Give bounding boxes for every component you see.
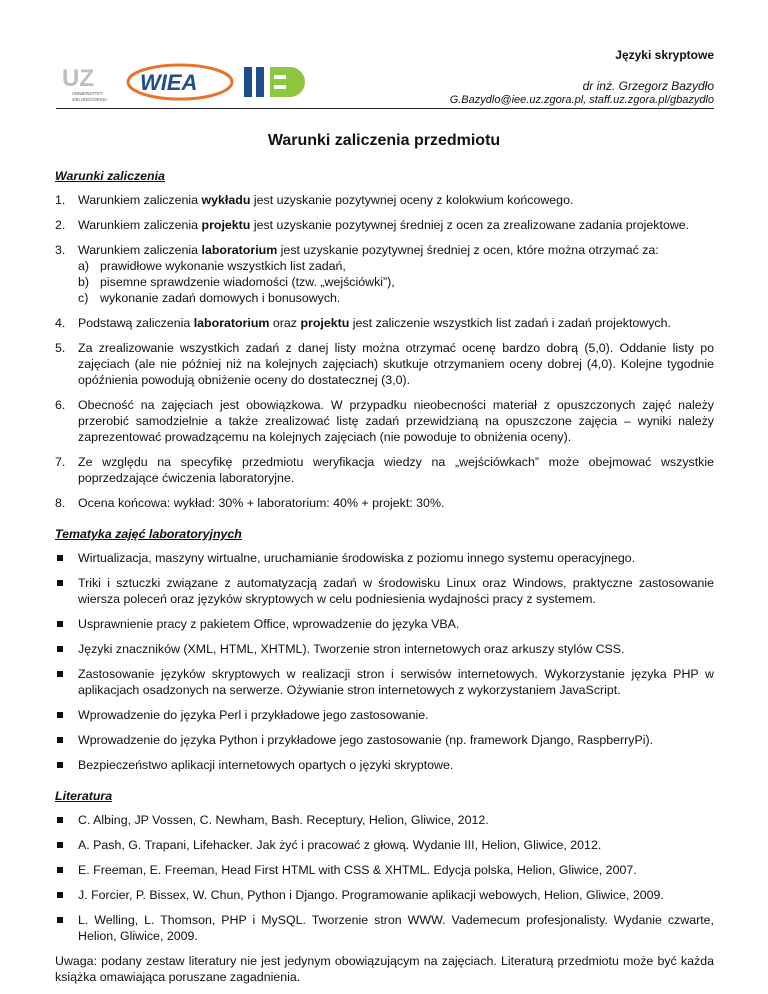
list-item: 2. Warunkiem zaliczenia projektu jest uzyskanie pozytywnej średniej z ocen za zrealizowane zadania projektowe.: [55, 218, 690, 232]
uz-logo: [60, 60, 118, 104]
sub-list-item: a) prawidłowe wykonanie wszystkich list zadań,: [78, 259, 346, 273]
list-item: E. Freeman, E. Freeman, Head First HTML with CSS & XHTML. Edycja polska, Helion, Gliwice, 2007.: [55, 862, 714, 878]
list-item: 3. Warunkiem zaliczenia laboratorium jest uzyskanie pozytywnej średniej z ocen, które można otrzymać za: a) prawidłowe wykonanie wszystkich list zadań, b) pisemne sprawdzenie wiadomości (tzw. „wejściówki”), c) wykonanie zadań domowych i bonusowych.: [55, 242, 714, 306]
list-item: 4. Podstawą zaliczenia laboratorium oraz projektu jest zaliczenie wszystkich list zadań i zadań projektowych.: [55, 316, 671, 330]
header-logos: [60, 60, 306, 104]
subject-name: Języki skryptowe: [615, 48, 714, 62]
literature-note: Uwaga: podany zestaw literatury nie jest jedynym obowiązującym na zajęciach. Literaturą przedmiotu może być każda książka omawiająca poruszane zagadnienia.: [55, 954, 714, 984]
list-item: A. Pash, G. Trapani, Lifehacker. Jak żyć i pracować z głową. Wydanie III, Helion, Gliwice, 2012.: [55, 837, 714, 853]
author-contact: G.Bazydlo@iee.uz.zgora.pl, staff.uz.zgora.pl/gbazydlo: [449, 94, 714, 106]
list-item: 8. Ocena końcowa: wykład: 30% + laboratorium: 40% + projekt: 30%.: [55, 496, 445, 510]
wiea-logo: [126, 62, 234, 102]
iie-logo: [242, 64, 306, 100]
wiea-logo-text: WIEA: [140, 70, 198, 95]
list-item: 1. Warunkiem zaliczenia wykładu jest uzyskanie pozytywnej oceny z kolokwium końcowego.: [55, 193, 574, 207]
literature-list: [55, 812, 714, 944]
literature-heading: Literatura: [55, 789, 113, 803]
sub-list: [78, 258, 714, 306]
list-item: 7. Ze względu na specyfikę przedmiotu weryfikacja wiedzy na „wejściówkach” może obejmować wszystkie poprzedzające ćwiczenia laboratoryjne.: [55, 455, 714, 485]
uz-logo-mark: UZ: [62, 65, 94, 92]
list-item: C. Albing, JP Vossen, C. Newham, Bash. Receptury, Helion, Gliwice, 2012.: [55, 812, 714, 828]
list-item: 5. Za zrealizowanie wszystkich zadań z danej listy można otrzymać ocenę bardzo dobrą (5,0). Oddanie listy po zajęciach (ale nie później niż na kolejnych zajęciach) skutkuje otrzymaniem oceny dobrej (4,0). Kolejne tygodnie opóźnienia powodują obniżenie oceny do dostatecznej (3,0).: [55, 341, 714, 387]
conditions-heading: Warunki zaliczenia: [55, 169, 165, 183]
list-item: Zastosowanie języków skryptowych w realizacji stron i serwisów internetowych. Wykorzystanie języka PHP w aplikacjach osadzonych na serwerze. Ożywianie stron internetowych z wykorzystaniem JavaScript.: [55, 666, 714, 698]
conditions-list: [55, 192, 714, 511]
list-item: Wirtualizacja, maszyny wirtualne, uruchamianie środowiska z poziomu innego systemu operacyjnego.: [55, 550, 714, 566]
list-item: Języki znaczników (XML, HTML, XHTML). Tworzenie stron internetowych oraz arkuszy stylów CSS.: [55, 641, 714, 657]
author-name: dr inż. Grzegorz Bazydło: [582, 79, 714, 93]
list-item: J. Forcier, P. Bissex, W. Chun, Python i Django. Programowanie aplikacji webowych, Helion, Gliwice, 2009.: [55, 887, 714, 903]
sub-list-item: b) pisemne sprawdzenie wiadomości (tzw. „wejściówki”),: [78, 275, 395, 289]
header-right: [583, 48, 714, 93]
list-item: Usprawnienie pracy z pakietem Office, wprowadzenie do języka VBA.: [55, 616, 714, 632]
list-item: L. Welling, L. Thomson, PHP i MySQL. Tworzenie stron WWW. Vademecum profesjonalisty. Wydanie czwarte, Helion, Gliwice, 2009.: [55, 912, 714, 944]
list-item: 6. Obecność na zajęciach jest obowiązkowa. W przypadku nieobecności materiał z opuszczonych zajęć należy przerobić samodzielnie a także zrealizować listę zadań przewidzianą na opuszczone zajęcia – wyniki należy zaprezentować prowadzącemu na kolejnych zajęciach (nie powoduje to obniżenia oceny).: [55, 398, 714, 444]
list-item: Bezpieczeństwo aplikacji internetowych opartych o języki skryptowe.: [55, 757, 714, 773]
uz-logo-caption: UNIWERSYTET: [72, 91, 103, 96]
page-title: Warunki zaliczenia przedmiotu: [267, 132, 501, 149]
topics-heading: Tematyka zajęć laboratoryjnych: [55, 527, 242, 541]
header-divider: [56, 108, 714, 109]
list-item: Wprowadzenie do języka Python i przykładowe jego zastosowanie (np. framework Django, RaspberryPi).: [55, 732, 714, 748]
list-item: Wprowadzenie do języka Perl i przykładowe jego zastosowanie.: [55, 707, 714, 723]
sub-list-item: c) wykonanie zadań domowych i bonusowych.: [78, 291, 341, 305]
document-body: [55, 168, 714, 985]
topics-list: [55, 550, 714, 773]
svg-text:ZIELONOGÓRSKI: ZIELONOGÓRSKI: [72, 97, 107, 102]
list-item: Triki i sztuczki związane z automatyzacją zadań w środowisku Linux oraz Windows, praktyczne zastosowanie wiersza poleceń oraz języków skryptowych w celu podniesienia wydajności pracy z systemem.: [55, 575, 714, 607]
